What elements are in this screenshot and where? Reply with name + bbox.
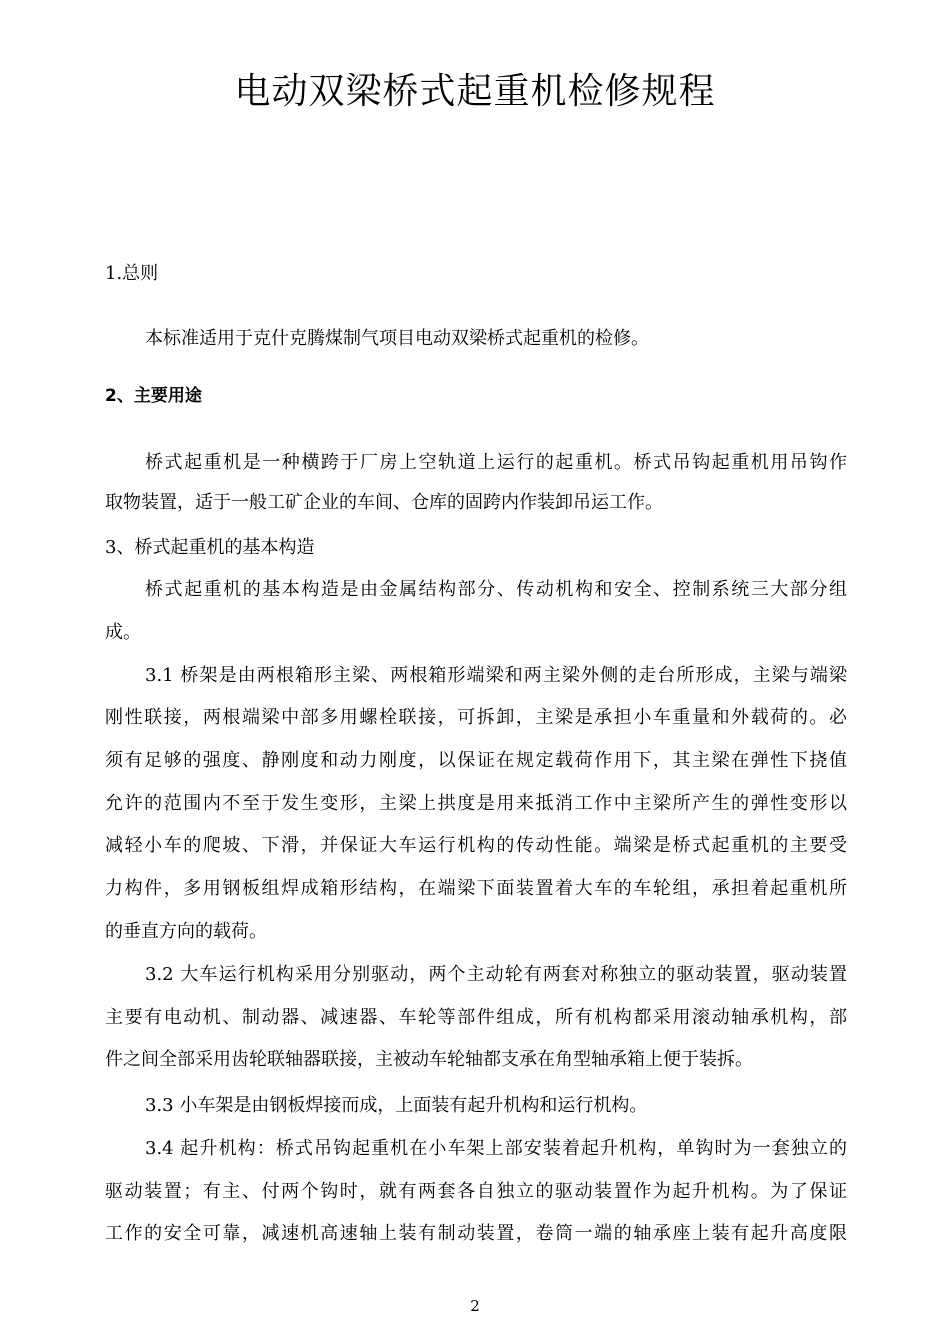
paragraph-line: 3.2 大车运行机构采用分别驱动，两个主动轮有两套对称独立的驱动装置，驱动装置 [145,964,847,985]
paragraph-line: 允许的范围内不至于发生变形，主梁上拱度是用来抵消工作中主梁所产生的弹性变形以 [105,793,847,814]
paragraph-line: 成。 [105,622,141,643]
paragraph-line: 刚性联接，两根端梁中部多用螺栓联接，可拆卸，主梁是承担小车重量和外载荷的。必 [105,707,847,728]
page-number: 2 [470,1297,480,1315]
paragraph-line: 3.1 桥架是由两根箱形主梁、两根箱形端梁和两主梁外侧的走台所形成，主梁与端梁 [145,665,847,686]
paragraph-line: 取物装置，适于一般工矿企业的车间、仓库的固跨内作装卸吊运工作。 [105,492,663,513]
paragraph-line: 力构件，多用钢板组焊成箱形结构，在端梁下面装置着大车的车轮组，承担着起重机所 [105,878,847,899]
paragraph-line: 3.4 起升机构：桥式吊钩起重机在小车架上部安装着起升机构，单钩时为一套独立的 [145,1138,847,1159]
section-heading-purpose: 2、主要用途 [105,386,202,406]
section-heading-structure: 3、桥式起重机的基本构造 [105,537,315,558]
paragraph-line: 3.3 小车架是由钢板焊接而成，上面装有起升机构和运行机构。 [145,1095,648,1116]
paragraph-line: 驱动装置；有主、付两个钩时，就有两套各自独立的驱动装置作为起升机构。为了保证 [105,1181,847,1202]
paragraph-line: 主要有电动机、制动器、减速器、车轮等部件组成，所有机构都采用滚动轴承机构，部 [105,1007,847,1028]
paragraph-line: 工作的安全可靠，减速机高速轴上装有制动装置，卷筒一端的轴承座上装有起升高度限 [105,1223,847,1244]
paragraph-line: 桥式起重机是一种横跨于厂房上空轨道上运行的起重机。桥式吊钩起重机用吊钩作 [145,452,847,473]
paragraph-line: 件之间全部采用齿轮联轴器联接，主被动车轮轴都支承在角型轴承箱上便于装拆。 [105,1049,753,1070]
paragraph-line: 本标准适用于克什克腾煤制气项目电动双梁桥式起重机的检修。 [145,328,649,349]
section-heading-general: 1.总则 [105,263,159,284]
page-title: 电动双梁桥式起重机检修规程 [234,71,716,112]
paragraph-line: 减轻小车的爬坡、下滑，并保证大车运行机构的传动性能。端梁是桥式起重机的主要受 [105,835,847,856]
paragraph-line: 桥式起重机的基本构造是由金属结构部分、传动机构和安全、控制系统三大部分组 [145,579,847,600]
paragraph-line: 须有足够的强度、静刚度和动力刚度，以保证在规定载荷作用下，其主梁在弹性下挠值 [105,750,847,771]
paragraph-line: 的垂直方向的载荷。 [105,921,267,942]
